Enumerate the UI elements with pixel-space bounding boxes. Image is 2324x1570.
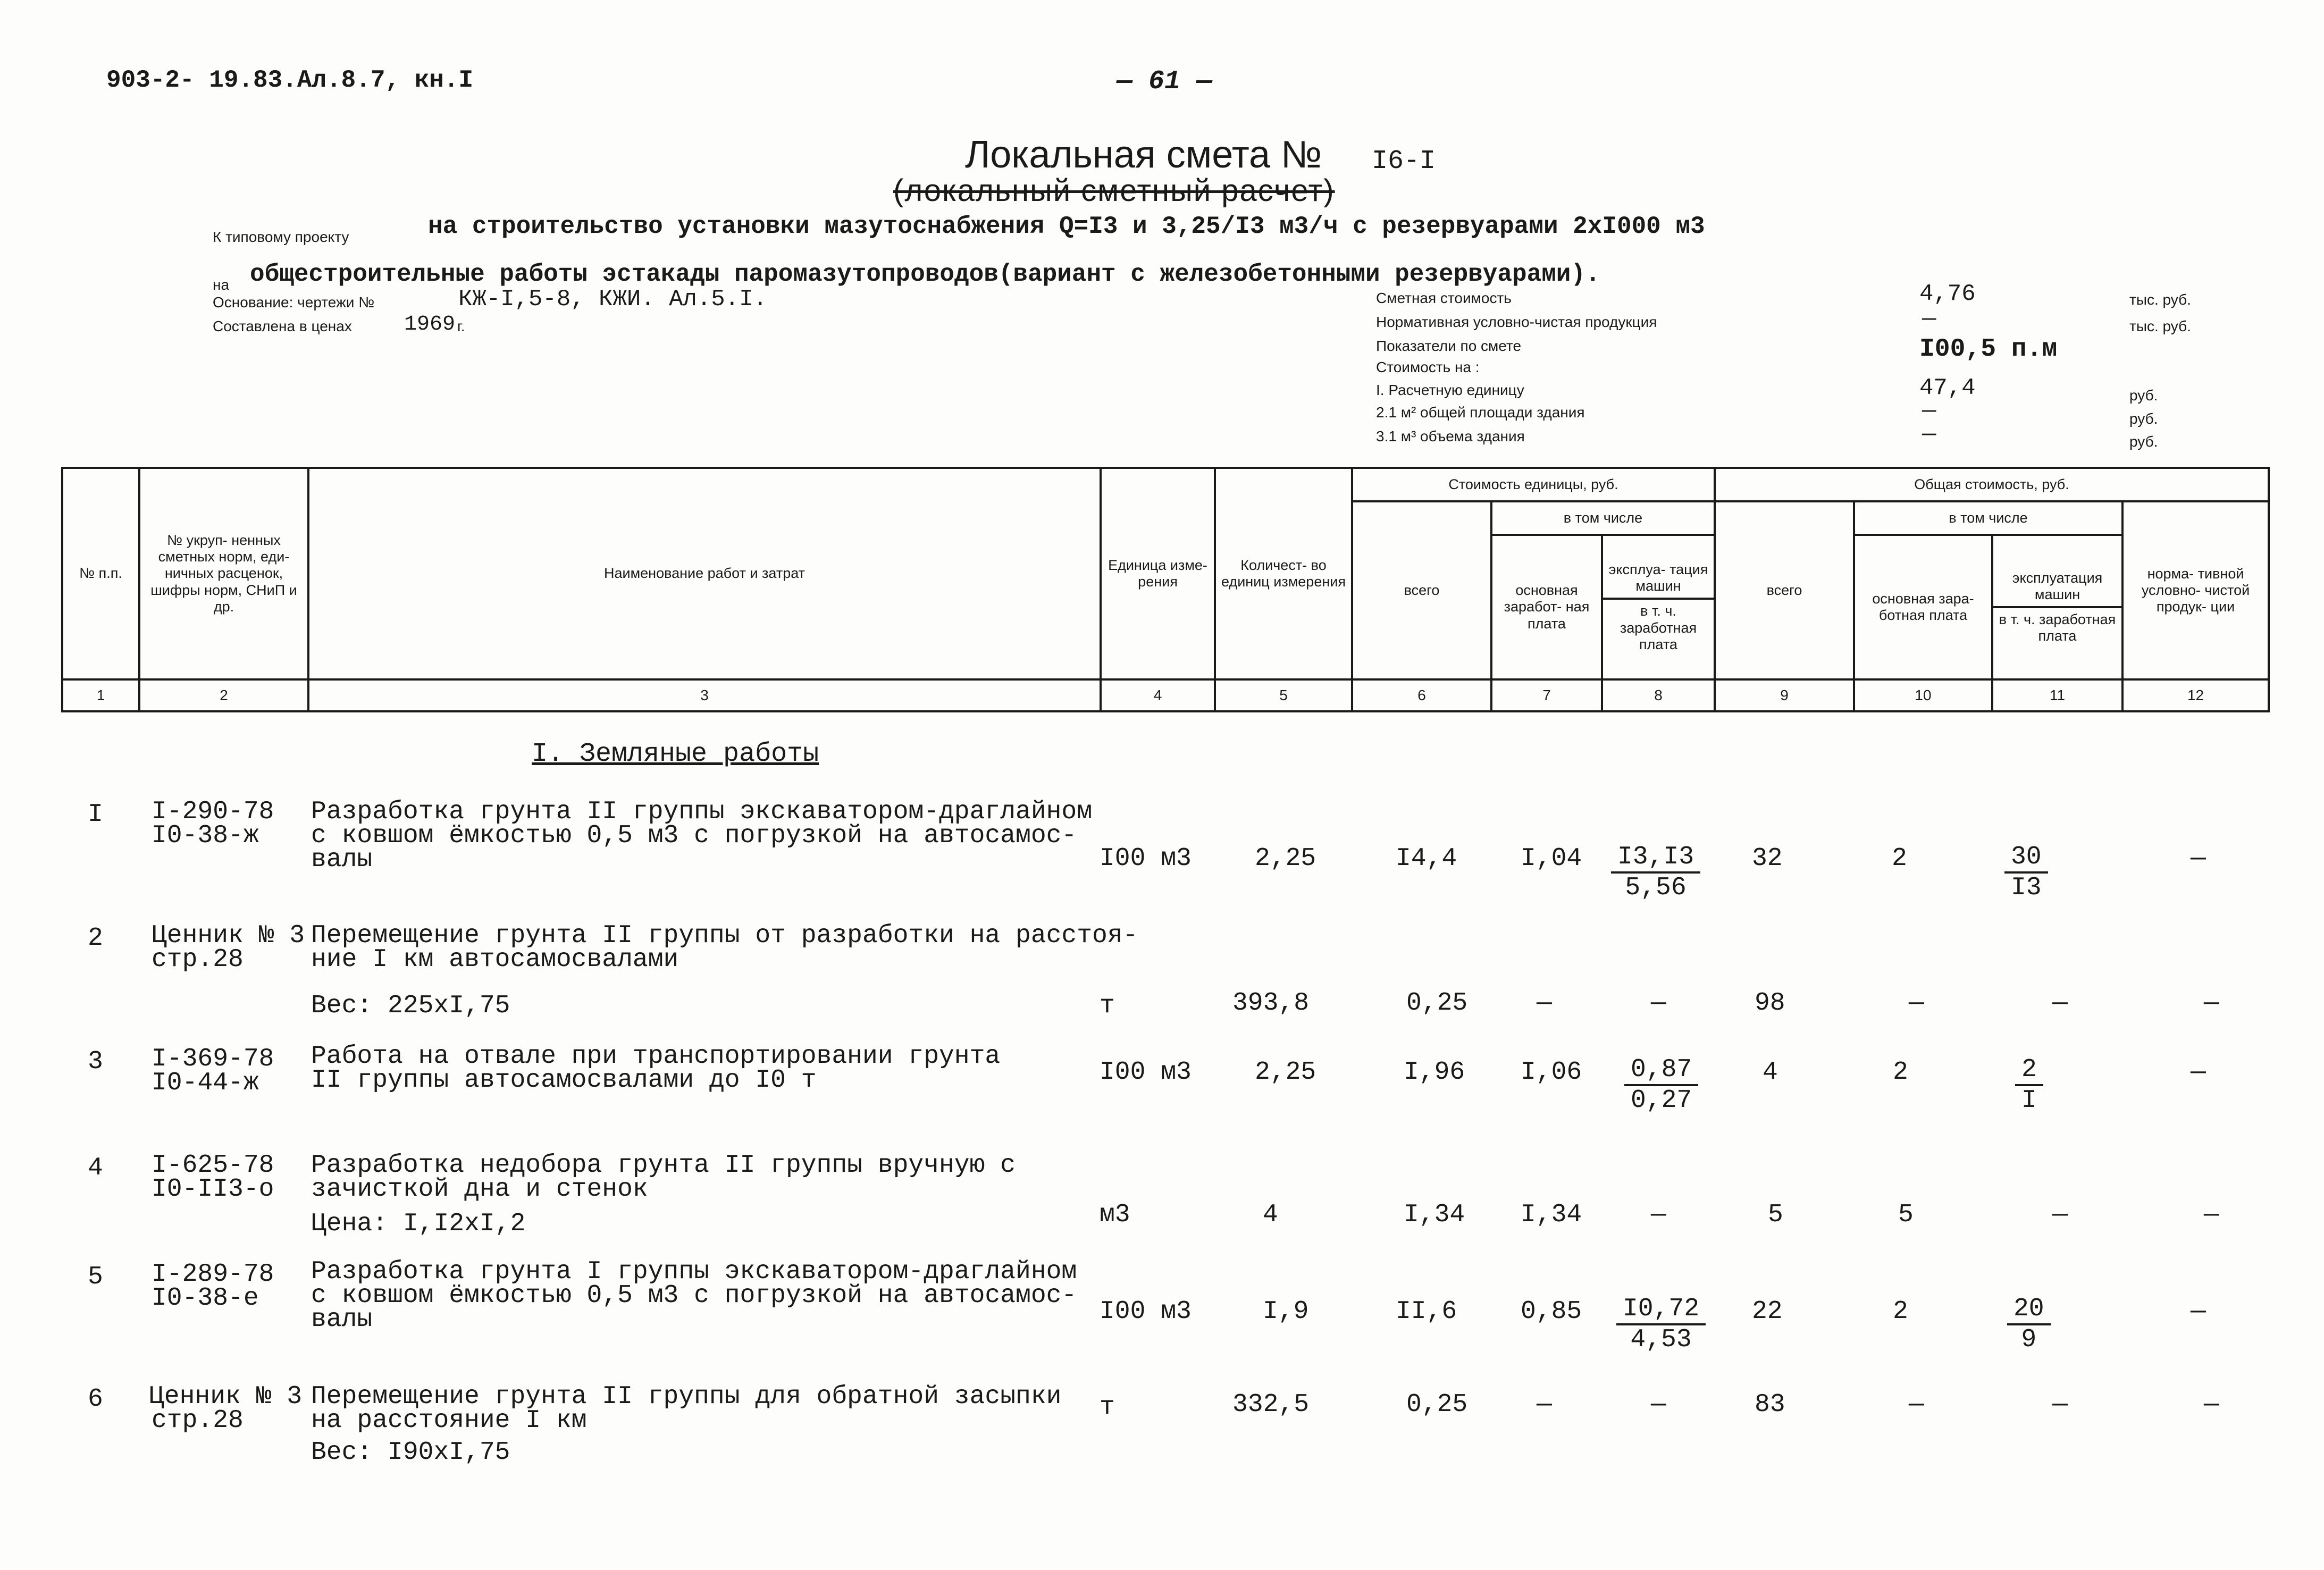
row-unit: I00 м3 xyxy=(1100,1297,1192,1326)
row-code: I-625-78 xyxy=(152,1151,274,1180)
indicators-label: Показатели по смете xyxy=(1376,338,1522,354)
row-normative: — xyxy=(2204,1200,2219,1229)
project-prefix: К типовому проекту xyxy=(213,229,349,245)
row-total-machines: $\frac{2}{I}$ xyxy=(2015,1055,2043,1115)
row-unit-machines: $\frac{0,87}{0,27}$ xyxy=(1624,1055,1698,1115)
row-number: 6 xyxy=(88,1385,103,1414)
row-code: I0-38-ж xyxy=(152,821,259,850)
col-group-unit-cost: Стоимость единицы, руб. xyxy=(1352,468,1715,501)
row-unit: т xyxy=(1100,992,1115,1020)
estimate-header-table xyxy=(61,467,2270,712)
row-code: I0-38-е xyxy=(152,1284,259,1313)
row-work-name: Разработка грунта I группы экскаватором-драглайном xyxy=(311,1257,1077,1286)
section-title: I. Земляные работы xyxy=(532,739,819,769)
row-total-wage: 2 xyxy=(1893,1297,1908,1326)
row-quantity: 332,5 xyxy=(1232,1390,1310,1419)
col-num: 8 xyxy=(1602,679,1715,711)
col-header-unit-wage: основная заработ- ная плата xyxy=(1491,535,1602,679)
row-quantity: 2,25 xyxy=(1255,1058,1316,1087)
struck-subtitle: (локальный сметный расчет) xyxy=(893,173,1335,208)
col-header-normative: норма- тивной условно- чистой продук- ции xyxy=(2122,501,2269,679)
unit-label: I. Расчетную единицу xyxy=(1376,382,1524,398)
page-number: — 61 — xyxy=(1117,66,1213,97)
row-normative: — xyxy=(2204,1390,2219,1419)
row-unit-machines: $\frac{I0,72}{4,53}$ xyxy=(1616,1295,1706,1354)
col-header-number: № п.п. xyxy=(62,468,139,679)
row-code: I-290-78 xyxy=(152,797,274,826)
col-num: 1 xyxy=(62,679,139,711)
row-code: I-289-78 xyxy=(152,1260,274,1289)
volume-unit: руб. xyxy=(2129,433,2158,450)
estimate-number: I6-I xyxy=(1372,146,1436,177)
row-code: стр.28 xyxy=(152,945,244,974)
row-quantity: 393,8 xyxy=(1232,989,1310,1018)
row-quantity: 2,25 xyxy=(1255,844,1316,873)
col-num: 10 xyxy=(1854,679,1992,711)
row-work-name: Перемещение грунта II группы для обратной засыпки xyxy=(311,1382,1062,1411)
row-unit-total: I,34 xyxy=(1404,1200,1465,1229)
row-work-name: валы xyxy=(311,845,373,874)
row-unit-machines: — xyxy=(1651,1390,1666,1419)
basis-value: КЖ-I,5-8, КЖИ. Ал.5.I. xyxy=(458,286,767,313)
row-work-name: зачисткой дна и стенок xyxy=(311,1175,648,1204)
row-code: I-369-78 xyxy=(152,1045,274,1073)
row-unit-wage: I,04 xyxy=(1521,844,1582,873)
row-total-wage: — xyxy=(1909,989,1924,1018)
row-unit-machines: — xyxy=(1651,1200,1666,1229)
row-quantity: I,9 xyxy=(1263,1297,1309,1326)
area-label: 2.1 м² общей площади здания xyxy=(1376,404,1585,421)
row-unit-total: I4,4 xyxy=(1396,844,1457,873)
col-group-incl-2: в том числе xyxy=(1854,501,2122,535)
row-work-name: с ковшом ёмкостью 0,5 м3 с погрузкой на автосамос- xyxy=(311,1281,1077,1310)
col-num: 5 xyxy=(1215,679,1352,711)
row-work-name: Разработка недобора грунта II группы вручную с xyxy=(311,1151,1016,1180)
row-work-name: Работа на отвале при транспортировании грунта xyxy=(311,1042,1001,1071)
normative-value: — xyxy=(1922,306,1936,332)
row-total: 98 xyxy=(1755,989,1785,1018)
row-work-name: ние I км автосамосвалами xyxy=(311,945,679,974)
row-total: 32 xyxy=(1752,844,1783,873)
row-unit: м3 xyxy=(1100,1200,1130,1229)
unit-value: 47,4 xyxy=(1919,375,1976,401)
row-total-wage: 5 xyxy=(1898,1200,1914,1229)
col-header-unit-machines: эксплуа- тация машин в т. ч. заработная плата xyxy=(1602,535,1715,679)
basis-label: Основание: чертежи № xyxy=(213,294,375,310)
prices-label: Составлена в ценах xyxy=(213,318,352,334)
row-code: стр.28 xyxy=(152,1406,244,1435)
col-num: 7 xyxy=(1491,679,1602,711)
row-number: 2 xyxy=(88,924,103,953)
row-unit: I00 м3 xyxy=(1100,844,1192,873)
row-number: 4 xyxy=(88,1154,103,1182)
row-number: 3 xyxy=(88,1047,103,1076)
normative-label: Нормативная условно-чистая продукция xyxy=(1376,314,1657,330)
volume-label: 3.1 м³ объема здания xyxy=(1376,428,1525,444)
col-group-total-cost: Общая стоимость, руб. xyxy=(1715,468,2269,501)
row-unit-total: II,6 xyxy=(1396,1297,1457,1326)
col-header-unit: Единица изме- рения xyxy=(1101,468,1215,679)
project-description: на строительство установки мазутоснабжения Q=I3 и 3,25/I3 м3/ч с резервуарами 2хI000 м3 xyxy=(428,213,1705,240)
prices-suffix: г. xyxy=(457,318,465,334)
area-value: — xyxy=(1922,398,1936,424)
row-total-machines: — xyxy=(2052,1390,2068,1419)
row-quantity: 4 xyxy=(1263,1200,1278,1229)
works-description: общестроительные работы эстакады паромазутопроводов(вариант с железобетонными резервуарами). xyxy=(250,261,1600,288)
row-work-name: Перемещение грунта II группы от разработки на расстоя- xyxy=(311,921,1138,950)
row-work-name: II группы автосамосвалами до I0 т xyxy=(311,1066,817,1095)
row-unit-total: 0,25 xyxy=(1406,1390,1468,1419)
row-number: 5 xyxy=(88,1263,103,1291)
col-header-quantity: Количест- во единиц измерения xyxy=(1215,468,1352,679)
col-num: 3 xyxy=(308,679,1101,711)
row-total: 83 xyxy=(1755,1390,1785,1419)
document-id: 903-2- 19.83.Ал.8.7, кн.I xyxy=(106,66,474,94)
row-code: Ценник № 3 xyxy=(152,921,305,950)
unit-unit: руб. xyxy=(2129,387,2158,404)
row-normative: — xyxy=(2191,1058,2206,1087)
row-total-wage: — xyxy=(1909,1390,1924,1419)
indicators-value: I00,5 п.м xyxy=(1919,335,2058,364)
estimate-cost-label: Сметная стоимость xyxy=(1376,290,1512,306)
row-work-name: Разработка грунта II группы экскаватором-драглайном xyxy=(311,797,1093,826)
row-unit-wage: I,06 xyxy=(1521,1058,1582,1087)
row-weight-note: Вес: I90хI,75 xyxy=(311,1438,510,1467)
row-total: 22 xyxy=(1752,1297,1783,1326)
normative-unit: тыс. руб. xyxy=(2129,318,2191,334)
row-code: I0-44-ж xyxy=(152,1069,259,1097)
row-unit-wage: I,34 xyxy=(1521,1200,1582,1229)
row-unit: т xyxy=(1100,1393,1115,1422)
estimate-cost-value: 4,76 xyxy=(1919,281,1976,307)
col-num: 9 xyxy=(1715,679,1854,711)
row-total-machines: $\frac{30}{I3}$ xyxy=(2004,843,2048,902)
row-unit-total: 0,25 xyxy=(1406,989,1468,1018)
prices-year: 1969 xyxy=(404,313,456,337)
row-normative: — xyxy=(2191,1297,2206,1326)
row-unit: I00 м3 xyxy=(1100,1058,1192,1087)
row-total-wage: 2 xyxy=(1892,844,1907,873)
area-unit: руб. xyxy=(2129,410,2158,427)
col-header-unit-total: всего xyxy=(1352,501,1491,679)
col-header-total: всего xyxy=(1715,501,1854,679)
row-total: 4 xyxy=(1763,1058,1778,1087)
row-price-note: Цена: I,I2хI,2 xyxy=(311,1210,526,1238)
row-unit-machines: $\frac{I3,I3}{5,56}$ xyxy=(1611,843,1700,902)
row-total-machines: — xyxy=(2052,1200,2068,1229)
row-unit-machines: — xyxy=(1651,989,1666,1018)
row-total-wage: 2 xyxy=(1893,1058,1908,1087)
col-header-total-wage: основная зара- ботная плата xyxy=(1854,535,1992,679)
row-code: Ценник № 3 xyxy=(149,1382,303,1411)
row-work-name: с ковшом ёмкостью 0,5 м3 с погрузкой на автосамос- xyxy=(311,821,1077,850)
row-total-machines: $\frac{20}{9}$ xyxy=(2007,1295,2051,1354)
row-work-name: на расстояние I км xyxy=(311,1406,587,1435)
col-header-total-machines: эксплуатация машин в т. ч. заработная плата xyxy=(1992,535,2122,679)
col-num: 12 xyxy=(2122,679,2269,711)
row-unit-total: I,96 xyxy=(1404,1058,1465,1087)
col-num: 6 xyxy=(1352,679,1491,711)
works-prefix: на xyxy=(213,276,230,293)
col-num: 2 xyxy=(139,679,308,711)
cost-per-label: Стоимость на : xyxy=(1376,359,1480,375)
row-total-machines: — xyxy=(2052,989,2068,1018)
row-normative: — xyxy=(2204,989,2219,1018)
col-header-code: № укруп- ненных сметных норм, еди- ничных расценок, шифры норм, СНиП и др. xyxy=(139,468,308,679)
col-header-name: Наименование работ и затрат xyxy=(308,468,1101,679)
row-work-name: валы xyxy=(311,1305,373,1334)
col-num: 11 xyxy=(1992,679,2122,711)
row-unit-wage: 0,85 xyxy=(1521,1297,1582,1326)
estimate-cost-unit: тыс. руб. xyxy=(2129,291,2191,308)
row-number: I xyxy=(88,800,103,829)
row-total: 5 xyxy=(1768,1200,1783,1229)
row-unit-wage: — xyxy=(1537,1390,1552,1419)
row-code: I0-II3-о xyxy=(152,1175,274,1204)
row-weight-note: Вес: 225хI,75 xyxy=(311,992,510,1020)
page-title: Локальная смета № xyxy=(965,133,1322,176)
row-normative: — xyxy=(2191,844,2206,873)
volume-value: — xyxy=(1922,421,1936,448)
col-num: 4 xyxy=(1101,679,1215,711)
row-unit-wage: — xyxy=(1537,989,1552,1018)
col-group-incl-1: в том числе xyxy=(1491,501,1715,535)
